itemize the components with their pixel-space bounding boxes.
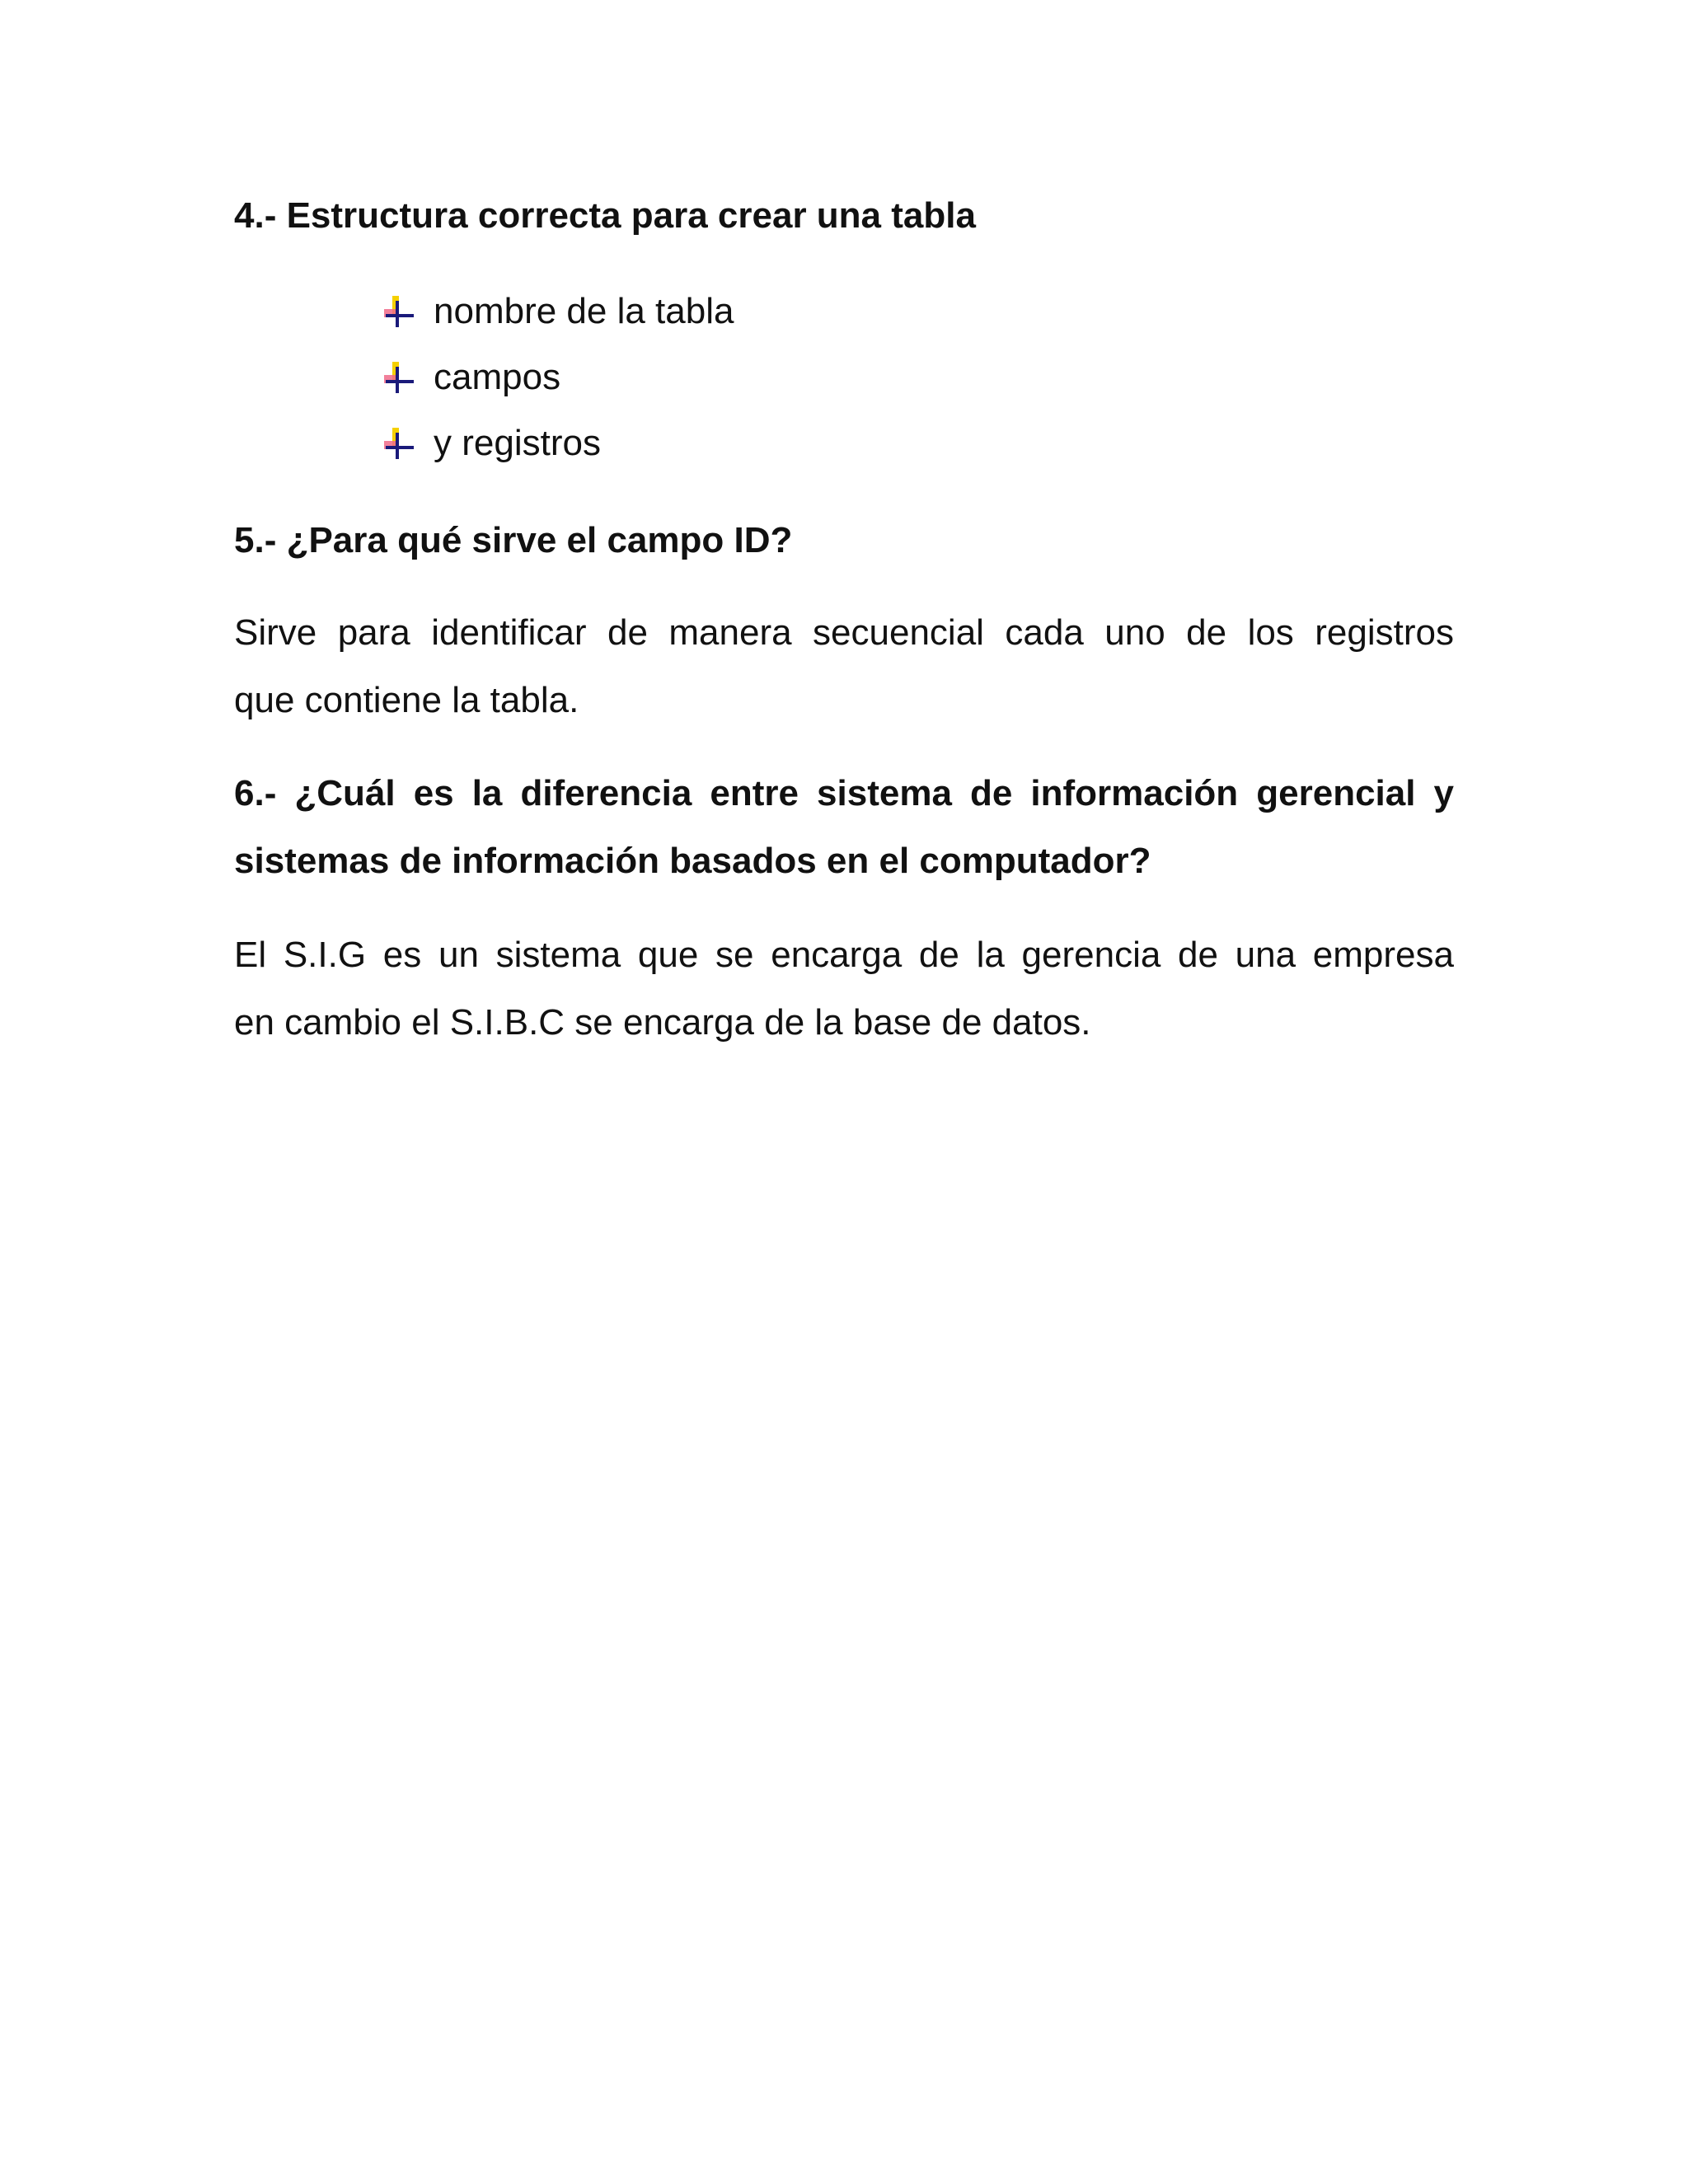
list-item — [381, 410, 734, 476]
answer-line: en cambio el S.I.B.C se encarga de la base de datos. — [234, 1002, 1091, 1043]
list-item-label: y registros — [434, 423, 601, 463]
list-item-label: campos — [434, 357, 561, 397]
colored-cross-bullet-icon — [381, 360, 415, 395]
section-5-heading: 5.- ¿Para qué sirve el campo ID? — [234, 520, 793, 560]
colored-cross-bullet-icon — [381, 294, 415, 329]
heading-line: 6.- ¿Cuál es la diferencia entre sistema de información gerencial y — [234, 773, 1454, 813]
colored-cross-bullet-icon — [381, 426, 415, 461]
section-6-heading — [234, 760, 1454, 895]
answer-line: Sirve para identificar de manera secuencial cada uno de los registros — [234, 612, 1454, 653]
section-5-answer — [234, 599, 1454, 734]
heading-line: sistemas de información basados en el computador? — [234, 841, 1151, 881]
answer-line: que contiene la tabla. — [234, 680, 579, 720]
list-item — [381, 279, 734, 344]
list-item-label: nombre de la tabla — [434, 291, 734, 331]
answer-line: El S.I.G es un sistema que se encarga de la gerencia de una empresa — [234, 935, 1454, 975]
list-item — [381, 344, 734, 410]
section-4-heading: 4.- Estructura correcta para crear una tabla — [234, 195, 976, 236]
section-6-answer — [234, 921, 1454, 1057]
table-structure-list — [381, 279, 734, 476]
